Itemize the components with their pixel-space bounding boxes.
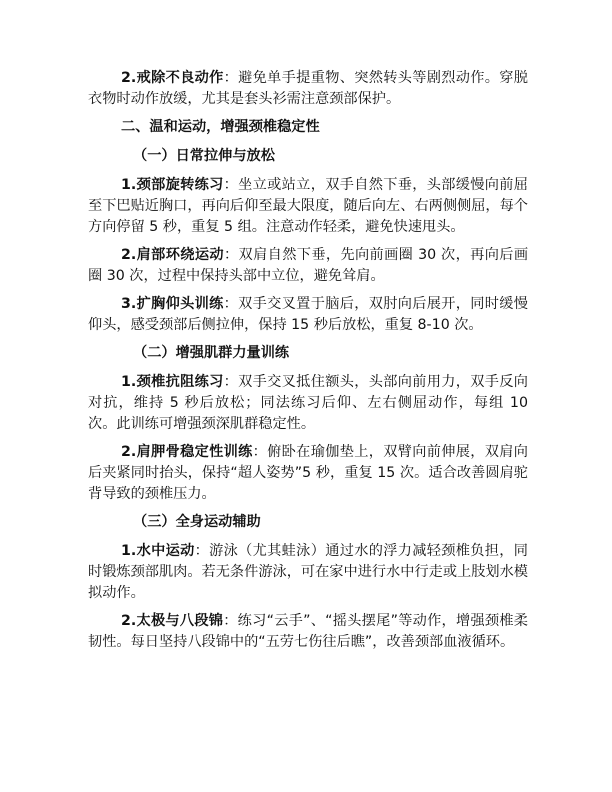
subsection-heading-strength-training: （二）增强肌群力量训练 [133, 345, 290, 361]
paragraph-text: ：坐立或站立，双手自然下垂，头部缓慢向前屈至下巴贴近胸口，再向后仰至最大限度，随后向左、右两侧侧屈，每个方向停留 5 秒，重复 5 组。注意动作轻柔，避免快速甩头。 [88, 177, 528, 235]
paragraph-text: ：双手交叉抵住额头，头部向前用力，双手反向对抗，维持 5 秒后放松；同法练习后仰、左右侧屈动作，每组 10 次。此训练可增强颈深肌群稳定性。 [88, 374, 528, 432]
paragraph-text: ：双手交叉置于脑后，双肘向后展开，同时缓慢仰头，感受颈部后侧拉伸，保持 15 秒后放松，重复 8-10 次。 [88, 296, 528, 333]
paragraph-taichi-baduanjin [88, 611, 528, 653]
paragraph-chest-expansion [88, 294, 528, 336]
paragraph-label: 1.颈椎抗阻练习 [121, 374, 224, 390]
section-heading-gentle-exercise: 二、温和运动，增强颈椎稳定性 [121, 119, 320, 135]
document-body [88, 68, 528, 660]
paragraph-text: ：避免单手提重物、突然转头等剧烈动作。穿脱衣物时动作放缓，尤其是套头衫需注意颈部保护。 [88, 70, 528, 107]
paragraph-habit-avoid-actions [88, 68, 528, 110]
subsection-heading-daily-stretch: （一）日常拉伸与放松 [133, 148, 275, 164]
paragraph-label: 3.扩胸仰头训练 [121, 296, 224, 312]
paragraph-label: 1.水中运动 [121, 543, 195, 559]
paragraph-neck-rotation [88, 175, 528, 238]
paragraph-text: ：双肩自然下垂，先向前画圈 30 次，再向后画圈 30 次，过程中保持头部中立位，避免耸肩。 [88, 247, 529, 284]
paragraph-water-exercise [88, 541, 528, 604]
paragraph-label: 2.戒除不良动作 [121, 70, 224, 86]
paragraph-label: 2.太极与八段锦 [121, 613, 224, 629]
subsection-heading-whole-body: （三）全身运动辅助 [133, 514, 261, 530]
paragraph-neck-resistance [88, 372, 528, 435]
paragraph-text: ：俯卧在瑜伽垫上，双臂向前伸展，双肩向后夹紧同时抬头，保持“超人姿势”5 秒，重复 15 次。适合改善圆肩驼背导致的颈椎压力。 [88, 444, 528, 502]
paragraph-shoulder-circles [88, 245, 528, 287]
paragraph-label: 1.颈部旋转练习 [121, 177, 224, 193]
paragraph-label: 2.肩胛骨稳定性训练 [121, 444, 253, 460]
paragraph-text: ：练习“云手”、“摇头摆尾”等动作，增强颈椎柔韧性。每日坚持八段锦中的“五劳七伤往后瞧”，改善颈部血液循环。 [88, 613, 528, 650]
paragraph-label: 2.肩部环绕运动 [121, 247, 224, 263]
paragraph-text: ：游泳（尤其蛙泳）通过水的浮力减轻颈椎负担，同时锻炼颈部肌肉。若无条件游泳，可在家中进行水中行走或上肢划水模拟动作。 [88, 543, 528, 601]
paragraph-scapula-stability [88, 442, 528, 505]
